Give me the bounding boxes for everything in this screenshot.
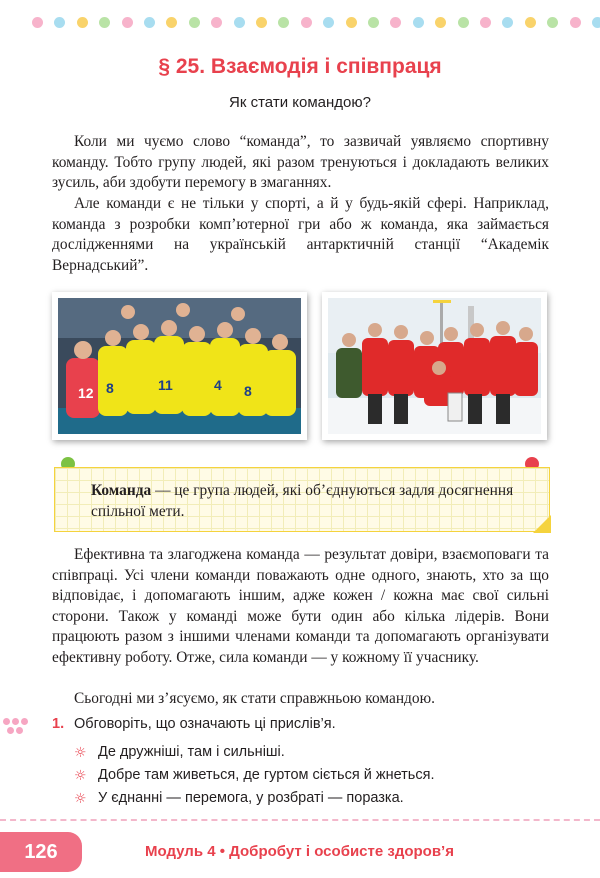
definition-term: Команда [91, 482, 152, 499]
definition-body: — це група людей, які об’єднуються задля досягнення спільної мети. [91, 482, 514, 520]
decorative-dot [547, 17, 558, 28]
decorative-dot [323, 17, 334, 28]
section-subtitle: Як стати командою? [229, 94, 371, 111]
module-title: Модуль 4 • Добробут і особисте здоров’я [145, 843, 454, 860]
decorative-dot [525, 17, 536, 28]
sun-bullet-icon: ☼ [74, 745, 87, 761]
decorative-dot [458, 17, 469, 28]
decorative-dot-row [32, 17, 592, 29]
sun-bullet-icon: ☼ [74, 791, 87, 807]
svg-text:11: 11 [158, 377, 173, 393]
task-instruction: Обговоріть, що означають ці прислів’я. [74, 716, 336, 732]
svg-text:8: 8 [244, 383, 252, 399]
decorative-dot [435, 17, 446, 28]
proverb-text: Де дружніші, там і сильніші. [98, 744, 285, 760]
side-dots-decoration [0, 716, 30, 738]
task-number: 1. [52, 716, 65, 732]
decorative-dot [54, 17, 65, 28]
svg-text:4: 4 [214, 377, 222, 393]
intro-paragraph-2: Але команди є не тільки у спорті, а й у будь-якій сфері. Наприклад, команда з розробки комп’ютерної гри або ж команда, яка займається дослідженнями на українській антарктичній станції “Академік Вернадський”. [52, 195, 549, 274]
decorative-dot [32, 17, 43, 28]
decorative-dot [592, 17, 600, 28]
football-team-illustration [58, 298, 301, 434]
definition-text [91, 480, 521, 522]
decorative-dot [211, 17, 222, 28]
decorative-dot [502, 17, 513, 28]
sun-bullet-icon: ☼ [74, 768, 87, 784]
body-paragraph-1: Ефективна та злагоджена команда — результат довіри, взаємоповаги та співпраці. Усі члени команди поважають одне одного, знають, хто за що відповідає, і допомагають іншим, адже кожен / кожна має свої сильні сторони. Також у команді може бути один або кілька лідерів. Вони працюють разом з іншими членами команди та допомагають організувати ефективну роботу. Отже, сила команди — у кожному її учаснику. [52, 546, 549, 666]
decorative-dot [256, 17, 267, 28]
decorative-dot [413, 17, 424, 28]
footer-divider [0, 819, 600, 821]
decorative-dot [570, 17, 581, 28]
decorative-dot [301, 17, 312, 28]
page-fold-corner [533, 515, 551, 533]
decorative-dot [480, 17, 491, 28]
section-title: § 25. Взаємодія і співпраця [158, 55, 442, 78]
decorative-dot [166, 17, 177, 28]
decorative-dot [144, 17, 155, 28]
proverb-text: Добре там живеться, де гуртом сіється й жнеться. [98, 767, 435, 783]
decorative-dot [77, 17, 88, 28]
decorative-dot [346, 17, 357, 28]
decorative-dot [189, 17, 200, 28]
decorative-dot [122, 17, 133, 28]
antarctic-team-illustration [328, 298, 541, 434]
decorative-dot [278, 17, 289, 28]
proverb-text: У єднанні — перемога, у розбраті — поразка. [98, 790, 404, 806]
antarctic-team-photo [322, 292, 547, 440]
decorative-dot [368, 17, 379, 28]
svg-text:8: 8 [106, 380, 114, 396]
svg-text:12: 12 [78, 385, 94, 401]
intro-paragraph-1: Коли ми чуємо слово “команда”, то зазвичай уявляємо спортивну команду. Тобто групу людей, які разом тренуються і докладають великих зусиль, аби здобути перемогу в змаганнях. [52, 133, 549, 191]
body-paragraph-2: Сьогодні ми з’ясуємо, як стати справжньою командою. [74, 690, 435, 707]
decorative-dot [234, 17, 245, 28]
decorative-dot [99, 17, 110, 28]
football-team-photo [52, 292, 307, 440]
page-number: 126 [0, 832, 82, 872]
decorative-dot [390, 17, 401, 28]
